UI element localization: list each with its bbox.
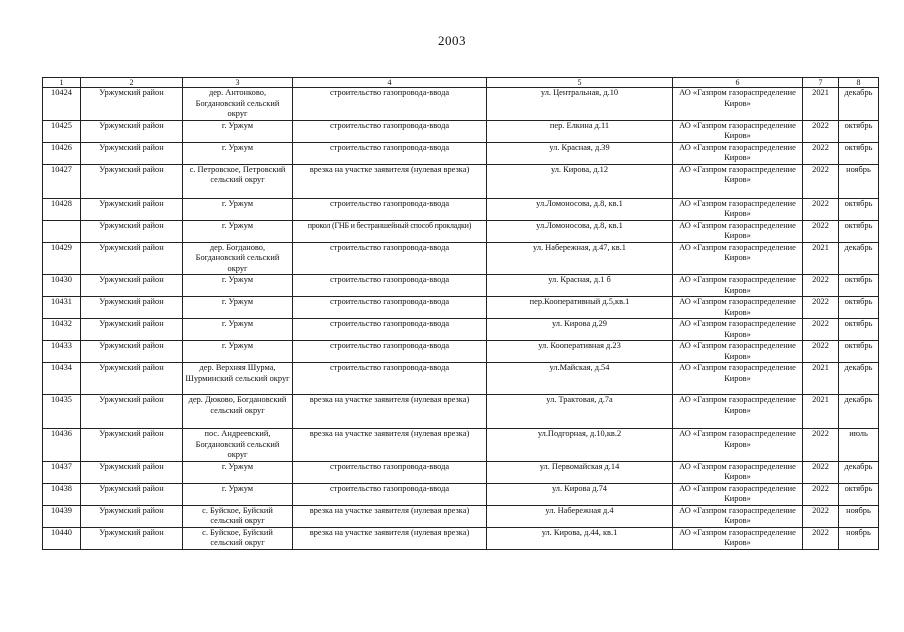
cell-organization: АО «Газпром газораспределение Киров» [673,164,803,198]
cell-number: 10438 [43,483,81,505]
cell-address: ул. Центральная, д.10 [487,88,673,121]
cell-work-type: строительство газопровода-ввода [293,297,487,319]
cell-number: 10436 [43,429,81,462]
cell-organization: АО «Газпром газораспределение Киров» [673,242,803,275]
table-row [43,198,879,220]
table-row [43,527,879,549]
cell-month: октябрь [839,297,879,319]
cell-organization: АО «Газпром газораспределение Киров» [673,142,803,164]
cell-work-type: строительство газопровода-ввода [293,483,487,505]
cell-address: пер. Елкина д.11 [487,120,673,142]
cell-district: Уржумский район [81,275,183,297]
cell-district: Уржумский район [81,164,183,198]
cell-number: 10427 [43,164,81,198]
cell-number: 10431 [43,297,81,319]
column-header: 5 [487,78,673,88]
cell-organization: АО «Газпром газораспределение Киров» [673,483,803,505]
table-row [43,395,879,429]
column-header: 7 [803,78,839,88]
cell-work-type: врезка на участке заявителя (нулевая врезка) [293,164,487,198]
cell-work-type: строительство газопровода-ввода [293,88,487,121]
column-header: 8 [839,78,879,88]
cell-address: ул. Трактовая, д.7а [487,395,673,429]
cell-address: ул.Ломоносова, д.8, кв.1 [487,220,673,242]
cell-address: ул. Кооперативная д.23 [487,341,673,363]
cell-organization: АО «Газпром газораспределение Киров» [673,429,803,462]
cell-district: Уржумский район [81,242,183,275]
cell-work-type: строительство газопровода-ввода [293,198,487,220]
cell-settlement: г. Уржум [183,297,293,319]
cell-year: 2022 [803,429,839,462]
table-row [43,88,879,121]
column-header: 6 [673,78,803,88]
cell-work-type: строительство газопровода-ввода [293,120,487,142]
cell-number: 10430 [43,275,81,297]
cell-month: октябрь [839,341,879,363]
cell-year: 2022 [803,461,839,483]
cell-month: декабрь [839,363,879,395]
cell-settlement: дер. Дюково, Богдановский сельский округ [183,395,293,429]
cell-year: 2022 [803,319,839,341]
cell-organization: АО «Газпром газораспределение Киров» [673,88,803,121]
cell-address: пер.Кооперативный д.5,кв.1 [487,297,673,319]
cell-settlement: дер. Верхняя Шурма, Шурминский сельский округ [183,363,293,395]
cell-month: октябрь [839,142,879,164]
cell-number: 10433 [43,341,81,363]
cell-settlement: с. Буйское, Буйский сельский округ [183,505,293,527]
cell-district: Уржумский район [81,297,183,319]
cell-settlement: дер. Антонково, Богдановский сельский округ [183,88,293,121]
cell-district: Уржумский район [81,198,183,220]
cell-work-type: врезка на участке заявителя (нулевая врезка) [293,527,487,549]
cell-organization: АО «Газпром газораспределение Киров» [673,198,803,220]
cell-address: ул. Набережная д.4 [487,505,673,527]
cell-month: декабрь [839,88,879,121]
cell-number: 10435 [43,395,81,429]
cell-year: 2022 [803,483,839,505]
cell-month: декабрь [839,395,879,429]
cell-address: ул. Первомайская д.14 [487,461,673,483]
cell-year: 2022 [803,142,839,164]
cell-organization: АО «Газпром газораспределение Киров» [673,341,803,363]
table-row [43,341,879,363]
cell-year: 2021 [803,363,839,395]
cell-district: Уржумский район [81,429,183,462]
cell-year: 2022 [803,198,839,220]
table-row [43,319,879,341]
cell-number: 10437 [43,461,81,483]
cell-district: Уржумский район [81,505,183,527]
cell-year: 2022 [803,220,839,242]
table-row [43,220,879,242]
cell-work-type: врезка на участке заявителя (нулевая врезка) [293,395,487,429]
cell-month: декабрь [839,461,879,483]
cell-number: 10439 [43,505,81,527]
cell-month: октябрь [839,483,879,505]
cell-district: Уржумский район [81,220,183,242]
cell-settlement: с. Буйское, Буйский сельский округ [183,527,293,549]
cell-district: Уржумский район [81,395,183,429]
cell-district: Уржумский район [81,120,183,142]
cell-organization: АО «Газпром газораспределение Киров» [673,220,803,242]
cell-settlement: г. Уржум [183,220,293,242]
cell-organization: АО «Газпром газораспределение Киров» [673,297,803,319]
cell-district: Уржумский район [81,88,183,121]
cell-month: октябрь [839,198,879,220]
cell-work-type: прокол (ГНБ и бестраншейный способ прокладки) [293,220,487,242]
cell-settlement: пос. Андреевский, Богдановский сельский округ [183,429,293,462]
cell-number: 10429 [43,242,81,275]
cell-district: Уржумский район [81,363,183,395]
gasification-registry-table [42,77,879,550]
cell-organization: АО «Газпром газораспределение Киров» [673,461,803,483]
column-header: 4 [293,78,487,88]
cell-address: ул. Кирова д.74 [487,483,673,505]
column-header: 2 [81,78,183,88]
cell-work-type: строительство газопровода-ввода [293,341,487,363]
cell-month: октябрь [839,120,879,142]
cell-settlement: г. Уржум [183,120,293,142]
cell-address: ул. Кирова д.29 [487,319,673,341]
cell-district: Уржумский район [81,483,183,505]
cell-year: 2021 [803,88,839,121]
cell-month: декабрь [839,242,879,275]
cell-settlement: г. Уржум [183,461,293,483]
cell-year: 2021 [803,395,839,429]
table-row [43,297,879,319]
cell-organization: АО «Газпром газораспределение Киров» [673,395,803,429]
cell-number [43,220,81,242]
cell-settlement: г. Уржум [183,198,293,220]
cell-address: ул.Подгорная, д.10,кв.2 [487,429,673,462]
cell-number: 10440 [43,527,81,549]
cell-number: 10424 [43,88,81,121]
cell-month: октябрь [839,319,879,341]
cell-address: ул.Майская, д.54 [487,363,673,395]
cell-year: 2022 [803,120,839,142]
cell-settlement: г. Уржум [183,142,293,164]
cell-address: ул. Кирова, д.12 [487,164,673,198]
table-row [43,429,879,462]
cell-district: Уржумский район [81,319,183,341]
cell-settlement: г. Уржум [183,319,293,341]
cell-month: ноябрь [839,505,879,527]
cell-settlement: дер. Богданово, Богдановский сельский округ [183,242,293,275]
cell-work-type: строительство газопровода-ввода [293,461,487,483]
cell-settlement: с. Петровское, Петровский сельский округ [183,164,293,198]
cell-number: 10425 [43,120,81,142]
cell-district: Уржумский район [81,341,183,363]
cell-district: Уржумский район [81,142,183,164]
cell-organization: АО «Газпром газораспределение Киров» [673,505,803,527]
cell-address: ул. Набережная, д.47, кв.1 [487,242,673,275]
cell-number: 10428 [43,198,81,220]
cell-month: ноябрь [839,527,879,549]
cell-organization: АО «Газпром газораспределение Киров» [673,275,803,297]
table-row [43,142,879,164]
table-row [43,505,879,527]
cell-year: 2022 [803,164,839,198]
cell-number: 10434 [43,363,81,395]
table-row [43,363,879,395]
cell-settlement: г. Уржум [183,275,293,297]
cell-year: 2022 [803,297,839,319]
cell-district: Уржумский район [81,527,183,549]
cell-organization: АО «Газпром газораспределение Киров» [673,363,803,395]
table-header-row [43,78,879,88]
column-header: 1 [43,78,81,88]
cell-organization: АО «Газпром газораспределение Киров» [673,120,803,142]
cell-address: ул. Красная, д.1 б [487,275,673,297]
cell-month: июль [839,429,879,462]
cell-address: ул. Кирова, д.44, кв.1 [487,527,673,549]
cell-settlement: г. Уржум [183,341,293,363]
cell-organization: АО «Газпром газораспределение Киров» [673,319,803,341]
table-row [43,164,879,198]
cell-year: 2022 [803,275,839,297]
page-number: 2003 [438,33,466,48]
cell-month: октябрь [839,220,879,242]
cell-work-type: строительство газопровода-ввода [293,363,487,395]
cell-address: ул. Красная, д.39 [487,142,673,164]
cell-organization: АО «Газпром газораспределение Киров» [673,527,803,549]
cell-work-type: строительство газопровода-ввода [293,242,487,275]
cell-work-type: врезка на участке заявителя (нулевая врезка) [293,429,487,462]
cell-settlement: г. Уржум [183,483,293,505]
table-row [43,242,879,275]
cell-work-type: врезка на участке заявителя (нулевая врезка) [293,505,487,527]
cell-work-type: строительство газопровода-ввода [293,275,487,297]
cell-number: 10426 [43,142,81,164]
table-row [43,275,879,297]
column-header: 3 [183,78,293,88]
table-row [43,483,879,505]
cell-address: ул.Ломоносова, д.8, кв.1 [487,198,673,220]
cell-month: ноябрь [839,164,879,198]
cell-month: октябрь [839,275,879,297]
cell-work-type: строительство газопровода-ввода [293,142,487,164]
cell-year: 2022 [803,527,839,549]
cell-district: Уржумский район [81,461,183,483]
cell-year: 2022 [803,341,839,363]
cell-number: 10432 [43,319,81,341]
cell-work-type: строительство газопровода-ввода [293,319,487,341]
cell-year: 2021 [803,242,839,275]
table-row [43,120,879,142]
table-row [43,461,879,483]
cell-year: 2022 [803,505,839,527]
